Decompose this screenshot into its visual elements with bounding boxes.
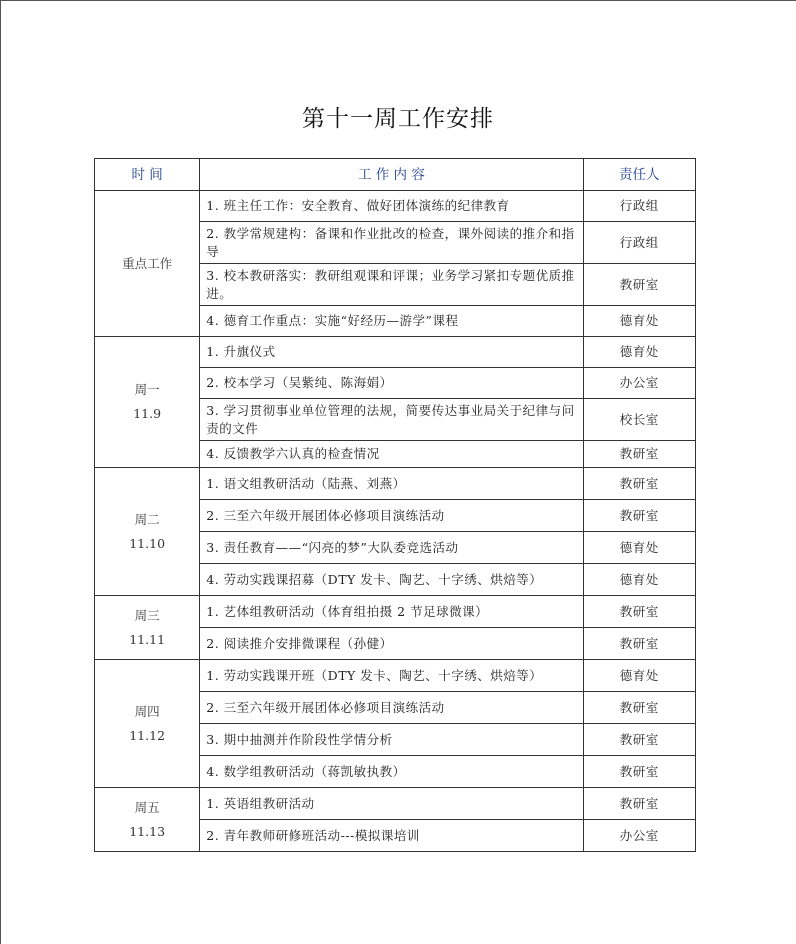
- owner-cell: 教研室: [583, 441, 695, 468]
- owner-cell: 教研室: [583, 500, 695, 532]
- page-title: 第十一周工作安排: [302, 106, 494, 132]
- day-date: 11.11: [129, 631, 166, 647]
- day-cell: [95, 596, 200, 660]
- header-row: [95, 159, 696, 191]
- owner-cell: 教研室: [583, 264, 695, 306]
- task-cell: 4. 劳动实践课招募（DTY 发卡、陶艺、十字绣、烘焙等）: [200, 564, 583, 596]
- task-cell: 3. 学习贯彻事业单位管理的法规，简要传达事业局关于纪律与问责的文件: [200, 399, 583, 441]
- task-cell: 2. 三至六年级开展团体必修项目演练活动: [200, 500, 583, 532]
- task-cell: 2. 校本学习（吴紫纯、陈海娟）: [200, 368, 583, 399]
- task-cell: 1. 语文组教研活动（陆燕、刘燕）: [200, 468, 583, 500]
- table-row: [95, 468, 696, 500]
- header-owner: 责任人: [583, 159, 695, 191]
- table-row: [95, 596, 696, 628]
- table-row: [95, 660, 696, 692]
- day-cell: [95, 468, 200, 596]
- task-cell: 4. 德育工作重点：实施“好经历—游学”课程: [200, 306, 583, 337]
- schedule-table: [94, 158, 696, 852]
- owner-cell: 德育处: [583, 660, 695, 692]
- table-row: [95, 191, 696, 222]
- day-date: 11.13: [129, 823, 166, 839]
- owner-cell: 德育处: [583, 306, 695, 337]
- task-cell: 1. 劳动实践课开班（DTY 发卡、陶艺、十字绣、烘焙等）: [200, 660, 583, 692]
- task-cell: 1. 艺体组教研活动（体育组拍摄 2 节足球微课）: [200, 596, 583, 628]
- day-cell: [95, 337, 200, 468]
- day-name: 周一: [134, 382, 160, 397]
- task-cell: 3. 期中抽测并作阶段性学情分析: [200, 724, 583, 756]
- owner-cell: 教研室: [583, 596, 695, 628]
- day-date: 11.9: [133, 406, 162, 421]
- task-cell: 4. 反馈教学六认真的检查情况: [200, 441, 583, 468]
- owner-cell: 德育处: [583, 532, 695, 564]
- owner-cell: 教研室: [583, 756, 695, 788]
- owner-cell: 教研室: [583, 692, 695, 724]
- owner-cell: 德育处: [583, 337, 695, 368]
- day-cell: [95, 660, 200, 788]
- task-cell: 2. 阅读推介安排微课程（孙健）: [200, 628, 583, 660]
- day-name: 周二: [134, 511, 160, 527]
- header-time: 时 间: [95, 159, 200, 191]
- task-cell: 1. 班主任工作：安全教育、做好团体演练的纪律教育: [200, 191, 583, 222]
- day-name: 周三: [134, 607, 160, 623]
- day-cell: [95, 788, 200, 852]
- owner-cell: 教研室: [583, 628, 695, 660]
- day-date: 11.12: [129, 727, 166, 743]
- day-name: 周五: [134, 799, 160, 815]
- owner-cell: 行政组: [583, 222, 695, 264]
- owner-cell: 教研室: [583, 788, 695, 820]
- owner-cell: 德育处: [583, 564, 695, 596]
- task-cell: 1. 升旗仪式: [200, 337, 583, 368]
- task-cell: 2. 三至六年级开展团体必修项目演练活动: [200, 692, 583, 724]
- owner-cell: 校长室: [583, 399, 695, 441]
- task-cell: 2. 教学常规建构：备课和作业批改的检查，课外阅读的推介和指导: [200, 222, 583, 264]
- task-cell: 3. 校本教研落实：教研组观课和评课；业务学习紧扣专题优质推进。: [200, 264, 583, 306]
- task-cell: 3. 责任教育——“闪亮的梦”大队委竞选活动: [200, 532, 583, 564]
- owner-cell: 教研室: [583, 724, 695, 756]
- owner-cell: 教研室: [583, 468, 695, 500]
- task-cell: 4. 数学组教研活动（蒋凯敏执教）: [200, 756, 583, 788]
- header-content: 工 作 内 容: [200, 159, 583, 191]
- schedule-body: [95, 191, 696, 852]
- table-row: [95, 788, 696, 820]
- owner-cell: 行政组: [583, 191, 695, 222]
- owner-cell: 办公室: [583, 368, 695, 399]
- day-name: 周四: [134, 703, 160, 719]
- owner-cell: 办公室: [583, 820, 695, 852]
- task-cell: 1. 英语组教研活动: [200, 788, 583, 820]
- task-cell: 2. 青年教师研修班活动---模拟课培训: [200, 820, 583, 852]
- table-row: [95, 337, 696, 368]
- day-date: 11.10: [129, 535, 166, 551]
- day-cell: [95, 191, 200, 337]
- day-name: 重点工作: [122, 255, 173, 271]
